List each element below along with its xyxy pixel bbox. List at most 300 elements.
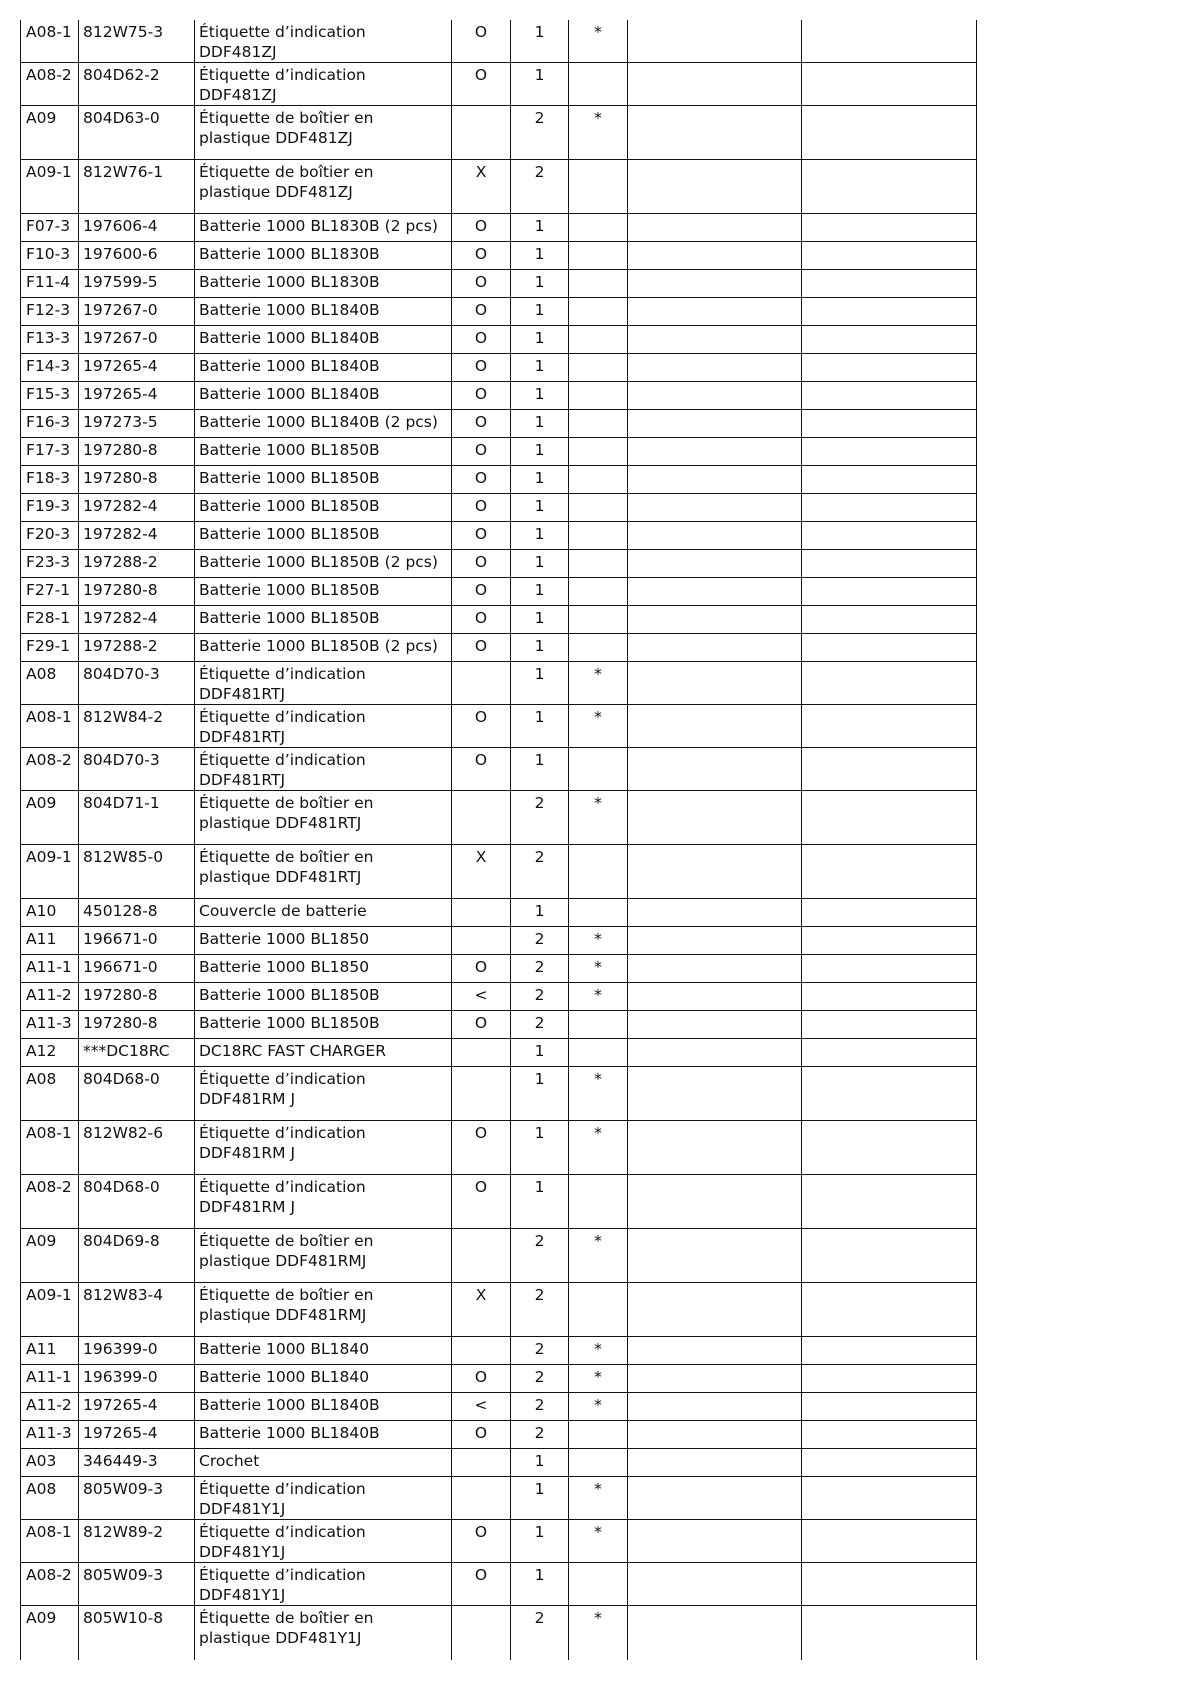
- note-cell: *: [569, 1477, 628, 1520]
- description-cell: Batterie 1000 BL1830B: [195, 242, 452, 270]
- blank-cell-b: [802, 1011, 977, 1039]
- blank-cell-b: [802, 791, 977, 845]
- quantity-cell: 1: [511, 1121, 569, 1175]
- note-cell: *: [569, 20, 628, 63]
- table-row: [21, 955, 977, 983]
- blank-cell-b: [802, 1283, 977, 1337]
- table-row: [21, 106, 977, 160]
- quantity-cell: 1: [511, 1520, 569, 1563]
- blank-cell-b: [802, 270, 977, 298]
- blank-cell-b: [802, 550, 977, 578]
- description-cell: Batterie 1000 BL1840B (2 pcs): [195, 410, 452, 438]
- blank-cell-b: [802, 242, 977, 270]
- table-row: [21, 410, 977, 438]
- blank-cell-a: [628, 1337, 802, 1365]
- table-row: [21, 983, 977, 1011]
- quantity-cell: 2: [511, 1393, 569, 1421]
- blank-cell-b: [802, 20, 977, 63]
- description-cell: Étiquette d’indication DDF481ZJ: [195, 63, 452, 106]
- mark-cell: O: [452, 214, 511, 242]
- blank-cell-a: [628, 20, 802, 63]
- note-cell: *: [569, 955, 628, 983]
- mark-cell: O: [452, 242, 511, 270]
- mark-cell: O: [452, 1421, 511, 1449]
- blank-cell-a: [628, 1421, 802, 1449]
- item-number-cell: A09: [21, 1229, 79, 1283]
- quantity-cell: 1: [511, 634, 569, 662]
- blank-cell-a: [628, 1011, 802, 1039]
- item-number-cell: A11-3: [21, 1011, 79, 1039]
- note-cell: *: [569, 1337, 628, 1365]
- blank-cell-a: [628, 410, 802, 438]
- parts-table-body: [21, 20, 977, 1660]
- mark-cell: O: [452, 298, 511, 326]
- blank-cell-a: [628, 606, 802, 634]
- note-cell: *: [569, 705, 628, 748]
- part-number-cell: 804D63-0: [79, 106, 195, 160]
- table-row: [21, 298, 977, 326]
- note-cell: *: [569, 662, 628, 705]
- description-cell: Étiquette de boîtier en plastique DDF481RTJ: [195, 791, 452, 845]
- mark-cell: O: [452, 438, 511, 466]
- description-cell: Batterie 1000 BL1850B: [195, 1011, 452, 1039]
- description-cell: DC18RC FAST CHARGER: [195, 1039, 452, 1067]
- description-cell: Batterie 1000 BL1850: [195, 955, 452, 983]
- part-number-cell: 197265-4: [79, 1421, 195, 1449]
- mark-cell: O: [452, 1520, 511, 1563]
- quantity-cell: 1: [511, 298, 569, 326]
- blank-cell-a: [628, 550, 802, 578]
- note-cell: *: [569, 1520, 628, 1563]
- blank-cell-a: [628, 1067, 802, 1121]
- mark-cell: O: [452, 326, 511, 354]
- blank-cell-a: [628, 705, 802, 748]
- mark-cell: O: [452, 382, 511, 410]
- item-number-cell: F07-3: [21, 214, 79, 242]
- item-number-cell: F11-4: [21, 270, 79, 298]
- description-cell: Étiquette d’indication DDF481RM J: [195, 1067, 452, 1121]
- part-number-cell: 196399-0: [79, 1365, 195, 1393]
- blank-cell-a: [628, 494, 802, 522]
- note-cell: [569, 214, 628, 242]
- part-number-cell: 812W84-2: [79, 705, 195, 748]
- mark-cell: [452, 1337, 511, 1365]
- blank-cell-b: [802, 326, 977, 354]
- note-cell: [569, 899, 628, 927]
- table-row: [21, 214, 977, 242]
- mark-cell: O: [452, 634, 511, 662]
- part-number-cell: 804D68-0: [79, 1067, 195, 1121]
- description-cell: Batterie 1000 BL1850B: [195, 522, 452, 550]
- mark-cell: O: [452, 63, 511, 106]
- blank-cell-b: [802, 662, 977, 705]
- table-row: [21, 791, 977, 845]
- description-cell: Batterie 1000 BL1840B: [195, 354, 452, 382]
- table-row: [21, 927, 977, 955]
- description-cell: Étiquette d’indication DDF481Y1J: [195, 1520, 452, 1563]
- quantity-cell: 2: [511, 106, 569, 160]
- table-row: [21, 1449, 977, 1477]
- part-number-cell: 196671-0: [79, 927, 195, 955]
- description-cell: Batterie 1000 BL1840B: [195, 1393, 452, 1421]
- note-cell: [569, 326, 628, 354]
- note-cell: *: [569, 791, 628, 845]
- quantity-cell: 1: [511, 1477, 569, 1520]
- item-number-cell: A08-2: [21, 748, 79, 791]
- item-number-cell: A09: [21, 106, 79, 160]
- quantity-cell: 1: [511, 578, 569, 606]
- part-number-cell: 197265-4: [79, 1393, 195, 1421]
- note-cell: [569, 354, 628, 382]
- blank-cell-a: [628, 983, 802, 1011]
- quantity-cell: 1: [511, 214, 569, 242]
- quantity-cell: 1: [511, 1067, 569, 1121]
- item-number-cell: F15-3: [21, 382, 79, 410]
- quantity-cell: 1: [511, 606, 569, 634]
- mark-cell: O: [452, 578, 511, 606]
- table-row: [21, 1563, 977, 1606]
- part-number-cell: 197265-4: [79, 382, 195, 410]
- quantity-cell: 1: [511, 1039, 569, 1067]
- item-number-cell: F19-3: [21, 494, 79, 522]
- blank-cell-a: [628, 955, 802, 983]
- part-number-cell: 804D70-3: [79, 662, 195, 705]
- description-cell: Batterie 1000 BL1850B: [195, 438, 452, 466]
- note-cell: *: [569, 1121, 628, 1175]
- item-number-cell: A12: [21, 1039, 79, 1067]
- quantity-cell: 2: [511, 845, 569, 899]
- part-number-cell: 450128-8: [79, 899, 195, 927]
- blank-cell-b: [802, 63, 977, 106]
- part-number-cell: 812W75-3: [79, 20, 195, 63]
- mark-cell: [452, 899, 511, 927]
- description-cell: Batterie 1000 BL1830B: [195, 270, 452, 298]
- part-number-cell: 197282-4: [79, 606, 195, 634]
- note-cell: [569, 410, 628, 438]
- blank-cell-b: [802, 845, 977, 899]
- note-cell: [569, 550, 628, 578]
- table-row: [21, 578, 977, 606]
- blank-cell-b: [802, 160, 977, 214]
- quantity-cell: 2: [511, 983, 569, 1011]
- blank-cell-b: [802, 606, 977, 634]
- note-cell: *: [569, 106, 628, 160]
- blank-cell-b: [802, 748, 977, 791]
- item-number-cell: A03: [21, 1449, 79, 1477]
- quantity-cell: 1: [511, 550, 569, 578]
- note-cell: [569, 270, 628, 298]
- blank-cell-a: [628, 1563, 802, 1606]
- item-number-cell: A09-1: [21, 845, 79, 899]
- table-row: [21, 382, 977, 410]
- note-cell: [569, 438, 628, 466]
- blank-cell-a: [628, 298, 802, 326]
- table-row: [21, 606, 977, 634]
- quantity-cell: 2: [511, 160, 569, 214]
- quantity-cell: 1: [511, 494, 569, 522]
- table-row: [21, 662, 977, 705]
- blank-cell-b: [802, 983, 977, 1011]
- part-number-cell: 197280-8: [79, 1011, 195, 1039]
- blank-cell-a: [628, 1121, 802, 1175]
- description-cell: Batterie 1000 BL1850B (2 pcs): [195, 550, 452, 578]
- note-cell: [569, 1175, 628, 1229]
- blank-cell-a: [628, 1520, 802, 1563]
- blank-cell-a: [628, 466, 802, 494]
- mark-cell: O: [452, 550, 511, 578]
- quantity-cell: 2: [511, 1283, 569, 1337]
- description-cell: Étiquette d’indication DDF481Y1J: [195, 1477, 452, 1520]
- table-row: [21, 1393, 977, 1421]
- blank-cell-b: [802, 1563, 977, 1606]
- blank-cell-b: [802, 214, 977, 242]
- blank-cell-a: [628, 160, 802, 214]
- description-cell: Étiquette de boîtier en plastique DDF481ZJ: [195, 160, 452, 214]
- description-cell: Batterie 1000 BL1840B: [195, 382, 452, 410]
- part-number-cell: 197280-8: [79, 438, 195, 466]
- description-cell: Batterie 1000 BL1830B (2 pcs): [195, 214, 452, 242]
- item-number-cell: A08-2: [21, 63, 79, 106]
- table-row: [21, 1229, 977, 1283]
- blank-cell-b: [802, 466, 977, 494]
- table-row: [21, 160, 977, 214]
- item-number-cell: A08-1: [21, 1520, 79, 1563]
- blank-cell-a: [628, 106, 802, 160]
- quantity-cell: 1: [511, 522, 569, 550]
- quantity-cell: 2: [511, 791, 569, 845]
- table-row: [21, 326, 977, 354]
- note-cell: *: [569, 927, 628, 955]
- part-number-cell: 812W89-2: [79, 1520, 195, 1563]
- table-row: [21, 1477, 977, 1520]
- table-row: [21, 494, 977, 522]
- mark-cell: [452, 1229, 511, 1283]
- table-row: [21, 1365, 977, 1393]
- blank-cell-a: [628, 845, 802, 899]
- blank-cell-b: [802, 298, 977, 326]
- table-row: [21, 1011, 977, 1039]
- mark-cell: <: [452, 1393, 511, 1421]
- blank-cell-a: [628, 1393, 802, 1421]
- note-cell: [569, 494, 628, 522]
- item-number-cell: A11-1: [21, 1365, 79, 1393]
- table-row: [21, 438, 977, 466]
- table-row: [21, 1421, 977, 1449]
- item-number-cell: F28-1: [21, 606, 79, 634]
- part-number-cell: 197606-4: [79, 214, 195, 242]
- mark-cell: O: [452, 410, 511, 438]
- item-number-cell: A09: [21, 791, 79, 845]
- quantity-cell: 1: [511, 326, 569, 354]
- description-cell: Batterie 1000 BL1840B: [195, 326, 452, 354]
- blank-cell-a: [628, 242, 802, 270]
- blank-cell-a: [628, 438, 802, 466]
- blank-cell-b: [802, 1393, 977, 1421]
- description-cell: Batterie 1000 BL1850B: [195, 983, 452, 1011]
- description-cell: Étiquette d’indication DDF481RTJ: [195, 662, 452, 705]
- quantity-cell: 1: [511, 1449, 569, 1477]
- quantity-cell: 2: [511, 1229, 569, 1283]
- blank-cell-a: [628, 1175, 802, 1229]
- part-number-cell: 812W85-0: [79, 845, 195, 899]
- quantity-cell: 2: [511, 955, 569, 983]
- note-cell: *: [569, 1229, 628, 1283]
- quantity-cell: 1: [511, 662, 569, 705]
- part-number-cell: 197280-8: [79, 983, 195, 1011]
- description-cell: Batterie 1000 BL1840: [195, 1365, 452, 1393]
- quantity-cell: 2: [511, 1365, 569, 1393]
- table-row: [21, 242, 977, 270]
- note-cell: [569, 1563, 628, 1606]
- blank-cell-a: [628, 899, 802, 927]
- description-cell: Batterie 1000 BL1850: [195, 927, 452, 955]
- description-cell: Étiquette de boîtier en plastique DDF481RMJ: [195, 1229, 452, 1283]
- item-number-cell: F10-3: [21, 242, 79, 270]
- blank-cell-b: [802, 1421, 977, 1449]
- description-cell: Batterie 1000 BL1850B: [195, 606, 452, 634]
- blank-cell-b: [802, 1229, 977, 1283]
- note-cell: [569, 63, 628, 106]
- mark-cell: O: [452, 1175, 511, 1229]
- item-number-cell: A08-1: [21, 705, 79, 748]
- quantity-cell: 2: [511, 1337, 569, 1365]
- mark-cell: O: [452, 522, 511, 550]
- mark-cell: [452, 1606, 511, 1660]
- item-number-cell: A10: [21, 899, 79, 927]
- part-number-cell: 197282-4: [79, 494, 195, 522]
- quantity-cell: 1: [511, 466, 569, 494]
- blank-cell-b: [802, 1067, 977, 1121]
- mark-cell: O: [452, 270, 511, 298]
- part-number-cell: 197280-8: [79, 466, 195, 494]
- part-number-cell: 804D68-0: [79, 1175, 195, 1229]
- description-cell: Étiquette de boîtier en plastique DDF481Y1J: [195, 1606, 452, 1660]
- blank-cell-b: [802, 1477, 977, 1520]
- item-number-cell: F17-3: [21, 438, 79, 466]
- quantity-cell: 2: [511, 1011, 569, 1039]
- blank-cell-b: [802, 438, 977, 466]
- part-number-cell: 196671-0: [79, 955, 195, 983]
- note-cell: [569, 606, 628, 634]
- quantity-cell: 1: [511, 270, 569, 298]
- part-number-cell: 197265-4: [79, 354, 195, 382]
- description-cell: Étiquette de boîtier en plastique DDF481RMJ: [195, 1283, 452, 1337]
- note-cell: [569, 845, 628, 899]
- table-row: [21, 1039, 977, 1067]
- mark-cell: [452, 1039, 511, 1067]
- part-number-cell: 197288-2: [79, 634, 195, 662]
- part-number-cell: 812W76-1: [79, 160, 195, 214]
- quantity-cell: 1: [511, 354, 569, 382]
- item-number-cell: F29-1: [21, 634, 79, 662]
- note-cell: [569, 522, 628, 550]
- item-number-cell: A11: [21, 1337, 79, 1365]
- item-number-cell: F23-3: [21, 550, 79, 578]
- part-number-cell: 197599-5: [79, 270, 195, 298]
- item-number-cell: A11-2: [21, 983, 79, 1011]
- quantity-cell: 1: [511, 1563, 569, 1606]
- item-number-cell: A08: [21, 662, 79, 705]
- item-number-cell: F12-3: [21, 298, 79, 326]
- note-cell: *: [569, 983, 628, 1011]
- quantity-cell: 2: [511, 1606, 569, 1660]
- description-cell: Étiquette de boîtier en plastique DDF481RTJ: [195, 845, 452, 899]
- table-row: [21, 550, 977, 578]
- blank-cell-b: [802, 899, 977, 927]
- note-cell: [569, 160, 628, 214]
- blank-cell-b: [802, 578, 977, 606]
- quantity-cell: 1: [511, 63, 569, 106]
- item-number-cell: A09-1: [21, 160, 79, 214]
- description-cell: Batterie 1000 BL1840B: [195, 298, 452, 326]
- mark-cell: O: [452, 606, 511, 634]
- blank-cell-a: [628, 634, 802, 662]
- mark-cell: O: [452, 955, 511, 983]
- part-number-cell: 197280-8: [79, 578, 195, 606]
- table-row: [21, 1121, 977, 1175]
- blank-cell-b: [802, 410, 977, 438]
- part-number-cell: 804D62-2: [79, 63, 195, 106]
- part-number-cell: 197267-0: [79, 326, 195, 354]
- part-number-cell: 197288-2: [79, 550, 195, 578]
- blank-cell-b: [802, 1121, 977, 1175]
- mark-cell: O: [452, 1563, 511, 1606]
- description-cell: Étiquette d’indication DDF481Y1J: [195, 1563, 452, 1606]
- table-row: [21, 1067, 977, 1121]
- description-cell: Couvercle de batterie: [195, 899, 452, 927]
- note-cell: *: [569, 1606, 628, 1660]
- table-row: [21, 634, 977, 662]
- item-number-cell: F14-3: [21, 354, 79, 382]
- note-cell: [569, 634, 628, 662]
- quantity-cell: 1: [511, 410, 569, 438]
- mark-cell: O: [452, 354, 511, 382]
- mark-cell: O: [452, 20, 511, 63]
- description-cell: Batterie 1000 BL1850B: [195, 466, 452, 494]
- blank-cell-b: [802, 1520, 977, 1563]
- item-number-cell: A08-1: [21, 1121, 79, 1175]
- note-cell: *: [569, 1393, 628, 1421]
- blank-cell-b: [802, 955, 977, 983]
- mark-cell: X: [452, 1283, 511, 1337]
- note-cell: [569, 382, 628, 410]
- note-cell: [569, 298, 628, 326]
- blank-cell-a: [628, 662, 802, 705]
- part-number-cell: 197282-4: [79, 522, 195, 550]
- mark-cell: X: [452, 845, 511, 899]
- item-number-cell: F27-1: [21, 578, 79, 606]
- table-row: [21, 748, 977, 791]
- note-cell: [569, 1011, 628, 1039]
- blank-cell-b: [802, 1606, 977, 1660]
- note-cell: [569, 242, 628, 270]
- blank-cell-a: [628, 1449, 802, 1477]
- quantity-cell: 2: [511, 927, 569, 955]
- part-number-cell: 197267-0: [79, 298, 195, 326]
- mark-cell: [452, 662, 511, 705]
- part-number-cell: ***DC18RC: [79, 1039, 195, 1067]
- blank-cell-b: [802, 106, 977, 160]
- mark-cell: O: [452, 1365, 511, 1393]
- part-number-cell: 812W82-6: [79, 1121, 195, 1175]
- table-row: [21, 270, 977, 298]
- mark-cell: <: [452, 983, 511, 1011]
- description-cell: Batterie 1000 BL1850B: [195, 494, 452, 522]
- part-number-cell: 805W10-8: [79, 1606, 195, 1660]
- blank-cell-a: [628, 354, 802, 382]
- mark-cell: O: [452, 494, 511, 522]
- quantity-cell: 1: [511, 382, 569, 410]
